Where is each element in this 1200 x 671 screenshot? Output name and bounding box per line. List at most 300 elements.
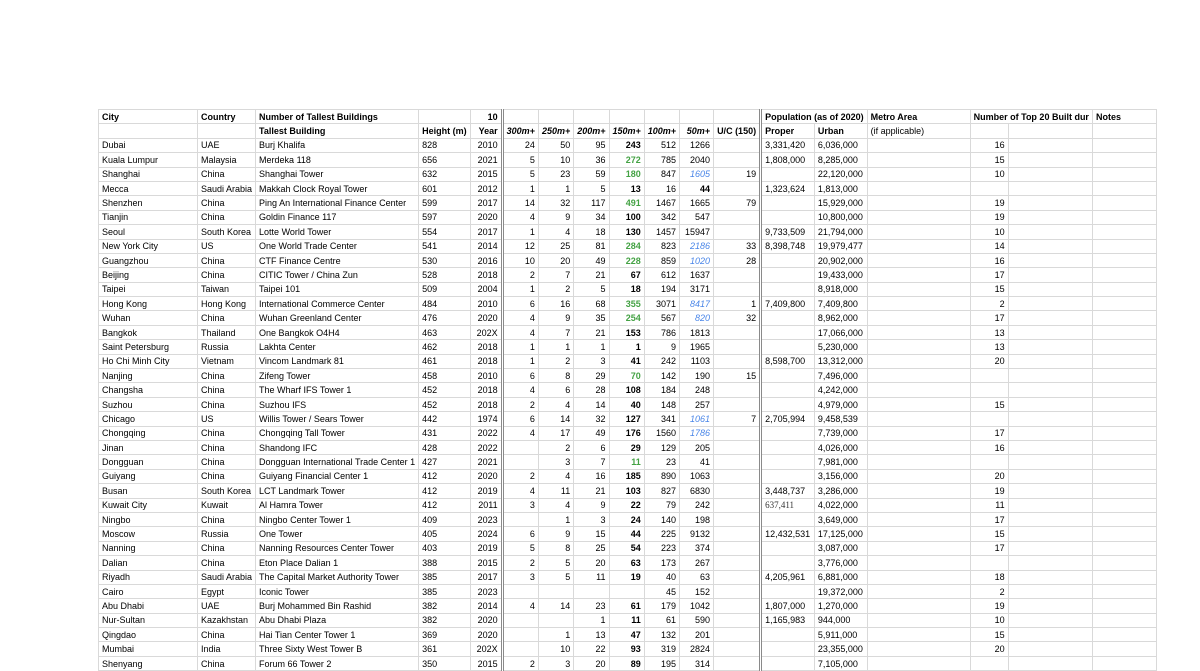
cell-c200[interactable]: 95 — [574, 138, 609, 152]
cell-urban[interactable]: 19,433,000 — [814, 268, 867, 282]
cell-c100[interactable]: 342 — [644, 210, 679, 224]
cell-city[interactable]: Busan — [99, 484, 198, 498]
column-header-notes[interactable]: Notes — [1092, 110, 1156, 124]
cell-year[interactable]: 2015 — [470, 556, 502, 570]
cell-metro[interactable] — [867, 426, 970, 440]
cell-year[interactable]: 2010 — [470, 369, 502, 383]
cell-building[interactable]: Taipei 101 — [256, 282, 419, 296]
column-header-city[interactable]: City — [99, 110, 198, 124]
cell-uc[interactable]: 7 — [714, 412, 761, 426]
cell-height[interactable]: 442 — [419, 412, 471, 426]
cell-uc[interactable] — [714, 599, 761, 613]
cell-building[interactable]: Forum 66 Tower 2 — [256, 656, 419, 670]
cell-proper[interactable]: 8,398,748 — [761, 239, 815, 253]
cell-c300[interactable] — [502, 455, 538, 469]
cell-city[interactable]: Nanjing — [99, 369, 198, 383]
cell-year[interactable]: 2020 — [470, 469, 502, 483]
cell-c50[interactable]: 8417 — [680, 297, 714, 311]
cell-city[interactable]: Mumbai — [99, 642, 198, 656]
cell-year[interactable]: 2021 — [470, 153, 502, 167]
cell-c100[interactable]: 184 — [644, 383, 679, 397]
cell-c300[interactable]: 1 — [502, 340, 538, 354]
cell-uc[interactable]: 28 — [714, 253, 761, 267]
empty-header-cell[interactable] — [644, 110, 679, 124]
cell-c50[interactable]: 2186 — [680, 239, 714, 253]
cell-c50[interactable]: 1637 — [680, 268, 714, 282]
cell-c250[interactable]: 4 — [538, 397, 573, 411]
cell-spacer[interactable] — [1008, 656, 1092, 670]
column-header-proper[interactable]: Proper — [761, 124, 815, 138]
cell-city[interactable]: New York City — [99, 239, 198, 253]
cell-country[interactable]: China — [198, 253, 256, 267]
cell-height[interactable]: 656 — [419, 153, 471, 167]
cell-c300[interactable]: 24 — [502, 138, 538, 152]
cell-spacer[interactable] — [1008, 440, 1092, 454]
cell-top20[interactable]: 20 — [970, 642, 1008, 656]
cell-city[interactable]: Suzhou — [99, 397, 198, 411]
cell-building[interactable]: Eton Place Dalian 1 — [256, 556, 419, 570]
cell-year[interactable]: 2024 — [470, 527, 502, 541]
cell-height[interactable]: 388 — [419, 556, 471, 570]
cell-uc[interactable] — [714, 268, 761, 282]
cell-urban[interactable]: 17,125,000 — [814, 527, 867, 541]
cell-c100[interactable]: 785 — [644, 153, 679, 167]
cell-top20[interactable]: 16 — [970, 253, 1008, 267]
cell-top20[interactable] — [970, 556, 1008, 570]
cell-c200[interactable]: 9 — [574, 498, 609, 512]
cell-building[interactable]: Burj Mohammed Bin Rashid — [256, 599, 419, 613]
cell-c100[interactable]: 79 — [644, 498, 679, 512]
cell-c250[interactable]: 4 — [538, 469, 573, 483]
cell-country[interactable]: Egypt — [198, 584, 256, 598]
cell-c250[interactable]: 5 — [538, 570, 573, 584]
cell-city[interactable]: Kuala Lumpur — [99, 153, 198, 167]
cell-notes[interactable] — [1092, 642, 1156, 656]
cell-building[interactable]: Hai Tian Center Tower 1 — [256, 628, 419, 642]
cell-c50[interactable]: 314 — [680, 656, 714, 670]
cell-spacer[interactable] — [1008, 455, 1092, 469]
cell-top20[interactable] — [970, 383, 1008, 397]
cell-urban[interactable]: 7,981,000 — [814, 455, 867, 469]
cell-year[interactable]: 2023 — [470, 512, 502, 526]
cell-c200[interactable] — [574, 584, 609, 598]
cell-c100[interactable]: 341 — [644, 412, 679, 426]
cell-year[interactable]: 2011 — [470, 498, 502, 512]
cell-proper[interactable] — [761, 426, 815, 440]
cell-top20[interactable]: 15 — [970, 397, 1008, 411]
column-header-250m[interactable]: 250m+ — [538, 124, 573, 138]
cell-proper[interactable] — [761, 369, 815, 383]
cell-c150[interactable]: 130 — [609, 225, 644, 239]
cell-height[interactable]: 599 — [419, 196, 471, 210]
cell-c250[interactable]: 4 — [538, 498, 573, 512]
cell-spacer[interactable] — [1008, 196, 1092, 210]
cell-year[interactable]: 2015 — [470, 167, 502, 181]
cell-c300[interactable]: 2 — [502, 656, 538, 670]
cell-urban[interactable]: 23,355,000 — [814, 642, 867, 656]
cell-height[interactable]: 632 — [419, 167, 471, 181]
cell-c100[interactable]: 1560 — [644, 426, 679, 440]
cell-country[interactable]: UAE — [198, 599, 256, 613]
cell-spacer[interactable] — [1008, 268, 1092, 282]
cell-height[interactable]: 554 — [419, 225, 471, 239]
cell-metro[interactable] — [867, 397, 970, 411]
cell-proper[interactable] — [761, 167, 815, 181]
cell-c150[interactable]: 272 — [609, 153, 644, 167]
cell-c150[interactable]: 180 — [609, 167, 644, 181]
cell-proper[interactable]: 8,598,700 — [761, 354, 815, 368]
cell-urban[interactable]: 4,242,000 — [814, 383, 867, 397]
cell-c50[interactable]: 1813 — [680, 325, 714, 339]
cell-spacer[interactable] — [1008, 167, 1092, 181]
cell-year[interactable]: 2021 — [470, 455, 502, 469]
cell-c50[interactable]: 1061 — [680, 412, 714, 426]
cell-c50[interactable]: 1665 — [680, 196, 714, 210]
cell-c100[interactable]: 61 — [644, 613, 679, 627]
cell-c150[interactable]: 24 — [609, 512, 644, 526]
cell-urban[interactable]: 17,066,000 — [814, 325, 867, 339]
cell-c100[interactable]: 786 — [644, 325, 679, 339]
cell-year[interactable]: 2014 — [470, 239, 502, 253]
cell-top20[interactable]: 19 — [970, 196, 1008, 210]
cell-c300[interactable]: 6 — [502, 297, 538, 311]
cell-metro[interactable] — [867, 153, 970, 167]
cell-building[interactable]: Chongqing Tall Tower — [256, 426, 419, 440]
cell-uc[interactable] — [714, 584, 761, 598]
cell-c100[interactable]: 173 — [644, 556, 679, 570]
cell-spacer[interactable] — [1008, 253, 1092, 267]
cell-c250[interactable]: 4 — [538, 225, 573, 239]
cell-top20[interactable]: 2 — [970, 584, 1008, 598]
empty-header-cell[interactable] — [538, 110, 573, 124]
cell-c100[interactable]: 567 — [644, 311, 679, 325]
cell-proper[interactable] — [761, 541, 815, 555]
cell-city[interactable]: Bangkok — [99, 325, 198, 339]
cell-c100[interactable]: 225 — [644, 527, 679, 541]
cell-height[interactable]: 462 — [419, 340, 471, 354]
cell-building[interactable]: Vincom Landmark 81 — [256, 354, 419, 368]
cell-c100[interactable]: 45 — [644, 584, 679, 598]
cell-uc[interactable] — [714, 498, 761, 512]
cell-height[interactable]: 458 — [419, 369, 471, 383]
cell-c50[interactable]: 257 — [680, 397, 714, 411]
cell-notes[interactable] — [1092, 556, 1156, 570]
cell-notes[interactable] — [1092, 153, 1156, 167]
cell-c150[interactable]: 185 — [609, 469, 644, 483]
cell-year[interactable]: 2010 — [470, 297, 502, 311]
cell-urban[interactable]: 13,312,000 — [814, 354, 867, 368]
cell-uc[interactable]: 15 — [714, 369, 761, 383]
cell-city[interactable]: Hong Kong — [99, 297, 198, 311]
cell-c100[interactable]: 319 — [644, 642, 679, 656]
cell-metro[interactable] — [867, 196, 970, 210]
cell-city[interactable]: Shanghai — [99, 167, 198, 181]
cell-building[interactable]: CITIC Tower / China Zun — [256, 268, 419, 282]
cell-uc[interactable] — [714, 397, 761, 411]
cell-city[interactable]: Mecca — [99, 181, 198, 195]
cell-building[interactable]: Al Hamra Tower — [256, 498, 419, 512]
cell-building[interactable]: The Capital Market Authority Tower — [256, 570, 419, 584]
cell-notes[interactable] — [1092, 584, 1156, 598]
cell-top20[interactable]: 19 — [970, 484, 1008, 498]
cell-building[interactable]: Makkah Clock Royal Tower — [256, 181, 419, 195]
cell-proper[interactable] — [761, 340, 815, 354]
cell-spacer[interactable] — [1008, 570, 1092, 584]
cell-building[interactable]: The Wharf IFS Tower 1 — [256, 383, 419, 397]
cell-uc[interactable] — [714, 455, 761, 469]
cell-metro[interactable] — [867, 469, 970, 483]
cell-metro[interactable] — [867, 383, 970, 397]
cell-urban[interactable]: 19,979,477 — [814, 239, 867, 253]
cell-c250[interactable]: 8 — [538, 541, 573, 555]
cell-c50[interactable]: 1020 — [680, 253, 714, 267]
cell-proper[interactable] — [761, 440, 815, 454]
cell-c50[interactable]: 6830 — [680, 484, 714, 498]
cell-uc[interactable] — [714, 512, 761, 526]
cell-c300[interactable]: 4 — [502, 383, 538, 397]
cell-c250[interactable]: 1 — [538, 628, 573, 642]
cell-urban[interactable]: 7,409,800 — [814, 297, 867, 311]
cell-c300[interactable] — [502, 613, 538, 627]
cell-top20[interactable]: 11 — [970, 498, 1008, 512]
cell-height[interactable]: 461 — [419, 354, 471, 368]
cell-top20[interactable]: 17 — [970, 512, 1008, 526]
cell-year[interactable]: 2019 — [470, 541, 502, 555]
cell-metro[interactable] — [867, 225, 970, 239]
cell-year[interactable]: 2019 — [470, 484, 502, 498]
cell-c200[interactable]: 5 — [574, 282, 609, 296]
cell-c150[interactable]: 19 — [609, 570, 644, 584]
cell-c200[interactable]: 1 — [574, 613, 609, 627]
cell-notes[interactable] — [1092, 613, 1156, 627]
cell-urban[interactable]: 22,120,000 — [814, 167, 867, 181]
cell-c50[interactable]: 41 — [680, 455, 714, 469]
cell-urban[interactable]: 7,739,000 — [814, 426, 867, 440]
cell-spacer[interactable] — [1008, 556, 1092, 570]
cell-urban[interactable]: 1,270,000 — [814, 599, 867, 613]
cell-c250[interactable]: 23 — [538, 167, 573, 181]
cell-notes[interactable] — [1092, 440, 1156, 454]
column-header-number-of-tallest[interactable]: Number of Tallest Buildings — [256, 110, 419, 124]
cell-c300[interactable]: 4 — [502, 484, 538, 498]
cell-uc[interactable]: 33 — [714, 239, 761, 253]
cell-country[interactable]: Taiwan — [198, 282, 256, 296]
cell-urban[interactable]: 8,285,000 — [814, 153, 867, 167]
cell-notes[interactable] — [1092, 527, 1156, 541]
cell-uc[interactable]: 1 — [714, 297, 761, 311]
cell-top20[interactable]: 13 — [970, 340, 1008, 354]
cell-spacer[interactable] — [1008, 297, 1092, 311]
cell-country[interactable]: US — [198, 412, 256, 426]
cell-metro[interactable] — [867, 325, 970, 339]
cell-building[interactable]: Ningbo Center Tower 1 — [256, 512, 419, 526]
cell-c300[interactable]: 5 — [502, 167, 538, 181]
cell-c300[interactable]: 2 — [502, 397, 538, 411]
cell-c300[interactable]: 6 — [502, 369, 538, 383]
cell-building[interactable]: Ping An International Finance Center — [256, 196, 419, 210]
cell-city[interactable]: Changsha — [99, 383, 198, 397]
cell-height[interactable]: 541 — [419, 239, 471, 253]
cell-year[interactable]: 2015 — [470, 656, 502, 670]
cell-building[interactable]: Lakhta Center — [256, 340, 419, 354]
cell-country[interactable]: China — [198, 167, 256, 181]
cell-proper[interactable]: 637,411 — [761, 498, 815, 512]
cell-city[interactable]: Dongguan — [99, 455, 198, 469]
cell-urban[interactable]: 6,881,000 — [814, 570, 867, 584]
cell-notes[interactable] — [1092, 354, 1156, 368]
cell-building[interactable]: Nanning Resources Center Tower — [256, 541, 419, 555]
cell-country[interactable]: China — [198, 268, 256, 282]
cell-proper[interactable]: 9,733,509 — [761, 225, 815, 239]
cell-height[interactable]: 412 — [419, 484, 471, 498]
cell-city[interactable]: Cairo — [99, 584, 198, 598]
cell-year[interactable]: 2020 — [470, 628, 502, 642]
cell-uc[interactable] — [714, 656, 761, 670]
cell-c100[interactable]: 9 — [644, 340, 679, 354]
cell-c50[interactable]: 1103 — [680, 354, 714, 368]
cell-notes[interactable] — [1092, 397, 1156, 411]
cell-c300[interactable]: 2 — [502, 556, 538, 570]
cell-c100[interactable]: 242 — [644, 354, 679, 368]
cell-c200[interactable]: 7 — [574, 455, 609, 469]
column-header-if-applicable[interactable]: (if applicable) — [867, 124, 970, 138]
cell-country[interactable]: Saudi Arabia — [198, 570, 256, 584]
cell-c300[interactable]: 4 — [502, 599, 538, 613]
cell-spacer[interactable] — [1008, 541, 1092, 555]
cell-city[interactable]: Jinan — [99, 440, 198, 454]
cell-metro[interactable] — [867, 484, 970, 498]
cell-country[interactable]: China — [198, 397, 256, 411]
column-header-urban[interactable]: Urban — [814, 124, 867, 138]
cell-c200[interactable]: 49 — [574, 426, 609, 440]
cell-c250[interactable]: 3 — [538, 656, 573, 670]
cell-c150[interactable]: 13 — [609, 181, 644, 195]
cell-proper[interactable] — [761, 325, 815, 339]
cell-year[interactable]: 2020 — [470, 210, 502, 224]
cell-building[interactable]: International Commerce Center — [256, 297, 419, 311]
cell-proper[interactable] — [761, 311, 815, 325]
cell-urban[interactable]: 15,929,000 — [814, 196, 867, 210]
cell-building[interactable]: Goldin Finance 117 — [256, 210, 419, 224]
cell-uc[interactable] — [714, 325, 761, 339]
cell-c300[interactable]: 4 — [502, 311, 538, 325]
cell-country[interactable]: China — [198, 455, 256, 469]
cell-c150[interactable]: 1 — [609, 340, 644, 354]
cell-notes[interactable] — [1092, 225, 1156, 239]
cell-c150[interactable]: 41 — [609, 354, 644, 368]
cell-year[interactable]: 1974 — [470, 412, 502, 426]
cell-c150[interactable]: 153 — [609, 325, 644, 339]
empty-header-cell[interactable] — [419, 110, 471, 124]
cell-notes[interactable] — [1092, 282, 1156, 296]
cell-city[interactable]: Wuhan — [99, 311, 198, 325]
cell-c250[interactable]: 20 — [538, 253, 573, 267]
cell-notes[interactable] — [1092, 599, 1156, 613]
cell-c100[interactable]: 195 — [644, 656, 679, 670]
cell-c250[interactable]: 17 — [538, 426, 573, 440]
cell-top20[interactable]: 17 — [970, 268, 1008, 282]
cell-c50[interactable]: 9132 — [680, 527, 714, 541]
cell-height[interactable]: 350 — [419, 656, 471, 670]
cell-c150[interactable]: 93 — [609, 642, 644, 656]
cell-c200[interactable]: 20 — [574, 556, 609, 570]
cell-c50[interactable]: 248 — [680, 383, 714, 397]
cell-notes[interactable] — [1092, 383, 1156, 397]
cell-top20[interactable]: 19 — [970, 210, 1008, 224]
cell-c250[interactable]: 14 — [538, 599, 573, 613]
cell-notes[interactable] — [1092, 570, 1156, 584]
cell-top20[interactable]: 16 — [970, 440, 1008, 454]
cell-urban[interactable]: 5,230,000 — [814, 340, 867, 354]
cell-top20[interactable]: 15 — [970, 628, 1008, 642]
cell-c50[interactable]: 1042 — [680, 599, 714, 613]
cell-proper[interactable]: 1,807,000 — [761, 599, 815, 613]
cell-c150[interactable]: 63 — [609, 556, 644, 570]
cell-uc[interactable] — [714, 570, 761, 584]
cell-c100[interactable]: 129 — [644, 440, 679, 454]
cell-height[interactable]: 509 — [419, 282, 471, 296]
cell-proper[interactable]: 4,205,961 — [761, 570, 815, 584]
cell-country[interactable]: China — [198, 656, 256, 670]
cell-proper[interactable]: 12,432,531 — [761, 527, 815, 541]
header-ten[interactable]: 10 — [470, 110, 502, 124]
cell-uc[interactable] — [714, 613, 761, 627]
cell-c150[interactable]: 29 — [609, 440, 644, 454]
cell-metro[interactable] — [867, 253, 970, 267]
cell-urban[interactable]: 19,372,000 — [814, 584, 867, 598]
cell-uc[interactable]: 19 — [714, 167, 761, 181]
column-header-50m[interactable]: 50m+ — [680, 124, 714, 138]
cell-c250[interactable]: 9 — [538, 527, 573, 541]
cell-city[interactable]: Nur-Sultan — [99, 613, 198, 627]
cell-c200[interactable]: 28 — [574, 383, 609, 397]
cell-metro[interactable] — [867, 541, 970, 555]
cell-height[interactable]: 431 — [419, 426, 471, 440]
cell-notes[interactable] — [1092, 469, 1156, 483]
cell-proper[interactable]: 3,448,737 — [761, 484, 815, 498]
cell-country[interactable]: China — [198, 628, 256, 642]
cell-country[interactable]: China — [198, 196, 256, 210]
cell-c200[interactable]: 13 — [574, 628, 609, 642]
cell-c300[interactable]: 12 — [502, 239, 538, 253]
column-header-200m[interactable]: 200m+ — [574, 124, 609, 138]
cell-top20[interactable] — [970, 181, 1008, 195]
cell-urban[interactable]: 3,649,000 — [814, 512, 867, 526]
cell-proper[interactable]: 1,165,983 — [761, 613, 815, 627]
cell-height[interactable]: 382 — [419, 599, 471, 613]
cell-urban[interactable]: 3,156,000 — [814, 469, 867, 483]
cell-c250[interactable]: 9 — [538, 210, 573, 224]
cell-c200[interactable]: 3 — [574, 512, 609, 526]
cell-c200[interactable]: 21 — [574, 268, 609, 282]
cell-country[interactable]: China — [198, 383, 256, 397]
cell-metro[interactable] — [867, 297, 970, 311]
cell-c100[interactable]: 827 — [644, 484, 679, 498]
cell-country[interactable]: Thailand — [198, 325, 256, 339]
cell-height[interactable]: 369 — [419, 628, 471, 642]
cell-urban[interactable]: 4,026,000 — [814, 440, 867, 454]
cell-c50[interactable]: 267 — [680, 556, 714, 570]
cell-metro[interactable] — [867, 282, 970, 296]
cell-c250[interactable] — [538, 584, 573, 598]
cell-height[interactable]: 385 — [419, 570, 471, 584]
cell-top20[interactable] — [970, 369, 1008, 383]
cell-building[interactable]: CTF Finance Centre — [256, 253, 419, 267]
cell-country[interactable]: China — [198, 311, 256, 325]
cell-c150[interactable]: 176 — [609, 426, 644, 440]
cell-top20[interactable]: 2 — [970, 297, 1008, 311]
cell-c50[interactable]: 15947 — [680, 225, 714, 239]
